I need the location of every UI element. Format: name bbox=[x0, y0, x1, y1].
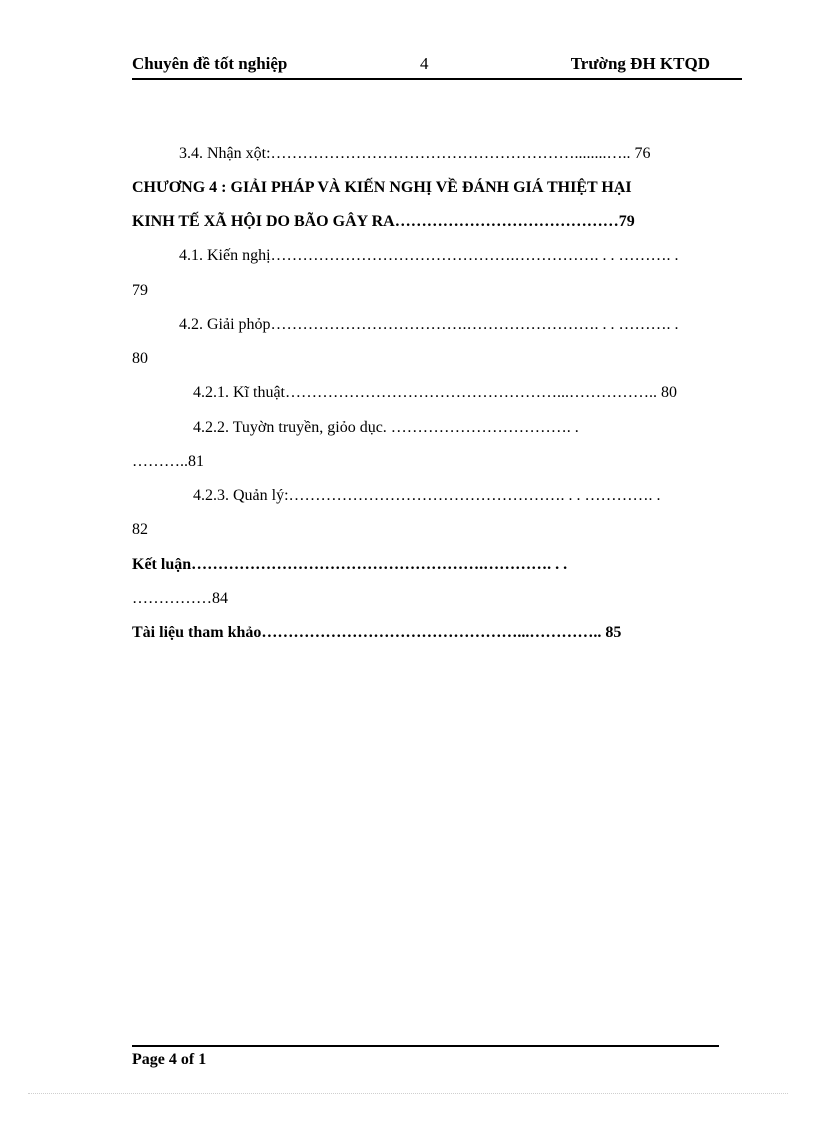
toc-entry-4-2-3: 4.2.3. Quản lý:……………………………………………. . . …………. . bbox=[193, 487, 661, 504]
toc-entry-4-1: 4.1. Kiến nghị……………………………………….……………. . . ………. . bbox=[179, 247, 679, 264]
page-footer: Page 4 of 1 bbox=[132, 1051, 207, 1068]
toc-entry-4-2-2-page: ………..81 bbox=[132, 453, 204, 470]
toc-entry-4-2-2: 4.2.2. Tuyờn truyền, giỏo dục. ……………………………. . bbox=[193, 419, 579, 436]
footer-divider bbox=[132, 1045, 719, 1047]
toc-chapter-4-title: CHƯƠNG 4 : GIẢI PHÁP VÀ KIẾN NGHỊ VỀ ĐÁNH GIÁ THIỆT HẠI bbox=[132, 179, 632, 196]
header-university: Trường ĐH KTQD bbox=[570, 54, 710, 73]
toc-entry-references: Tài liệu tham khảo…………………………………………...………….. 85 bbox=[132, 624, 622, 641]
toc-entry-4-2: 4.2. Giải phỏp……………………………….……………………. . . ………. . bbox=[179, 316, 679, 333]
header-page-number: 4 bbox=[420, 54, 429, 73]
header-document-type: Chuyên đề tốt nghiệp bbox=[132, 54, 288, 73]
toc-entry-4-2-1: 4.2.1. Kĩ thuật……………………………………………...…………….. 80 bbox=[193, 384, 677, 401]
page-bottom-border bbox=[28, 1093, 788, 1094]
toc-entry-4-2-page: 80 bbox=[132, 350, 148, 367]
toc-entry-3-4: 3.4. Nhận xột:…………………………………………………........….. 76 bbox=[179, 145, 651, 162]
toc-entry-conclusion: Kết luận……………………………………………….…………. . . bbox=[132, 556, 568, 573]
toc-entry-conclusion-page: ……………84 bbox=[132, 590, 228, 607]
toc-chapter-4-title-cont: KINH TẾ XÃ HỘI DO BÃO GÂY RA……………………………………79 bbox=[132, 213, 635, 230]
page-header bbox=[132, 52, 742, 80]
toc-entry-4-1-page: 79 bbox=[132, 282, 148, 299]
toc-entry-4-2-3-page: 82 bbox=[132, 521, 148, 538]
